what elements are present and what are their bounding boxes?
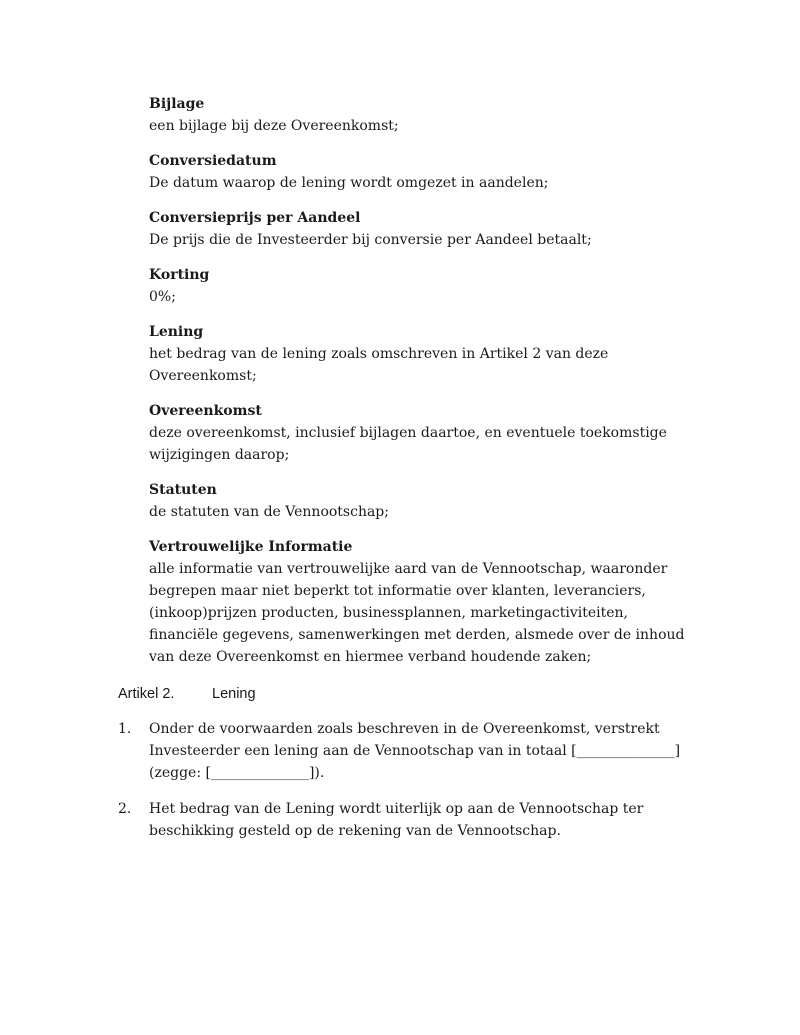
definitions-list [149, 93, 689, 681]
definition-lening [149, 321, 689, 387]
article-title: Lening [212, 686, 256, 702]
clause-item [118, 718, 688, 784]
clause-item [118, 798, 688, 842]
definition-term: Conversiedatum [149, 153, 277, 169]
definition-term: Conversieprijs per Aandeel [149, 210, 361, 226]
definition-conversieprijs [149, 207, 689, 251]
definition-term: Bijlage [149, 96, 205, 112]
article-heading [118, 683, 256, 705]
definition-overeenkomst [149, 400, 689, 466]
definition-text: alle informatie van vertrouwelijke aard van de Vennootschap, waaronder begrepen maar niet beperkt tot informatie over klanten, leveranciers, (inkoop)prijzen producten, businessplannen, marketingactiviteiten, financiële gegevens, samenwerkingen met derden, alsmede over de inhoud van deze Overeenkomst en hiermee verband houdende zaken; [149, 561, 685, 665]
clause-number: 2. [118, 801, 132, 817]
definition-text: De datum waarop de lening wordt omgezet in aandelen; [149, 175, 549, 191]
definition-text: 0%; [149, 289, 176, 305]
definition-term: Lening [149, 324, 204, 340]
definition-text: de statuten van de Vennootschap; [149, 504, 389, 520]
definition-text: het bedrag van de lening zoals omschreven in Artikel 2 van deze Overeenkomst; [149, 346, 609, 384]
clause-number: 1. [118, 721, 132, 737]
definition-statuten [149, 479, 689, 523]
definition-bijlage [149, 93, 689, 137]
definition-term: Vertrouwelijke Informatie [149, 539, 353, 555]
clauses-list [118, 718, 688, 856]
definition-text: een bijlage bij deze Overeenkomst; [149, 118, 399, 134]
definition-conversiedatum [149, 150, 689, 194]
definition-term: Korting [149, 267, 210, 283]
definition-text: deze overeenkomst, inclusief bijlagen daartoe, en eventuele toekomstige wijzigingen daarop; [149, 425, 667, 463]
clause-text: Het bedrag van de Lening wordt uiterlijk op aan de Vennootschap ter beschikking gesteld op de rekening van de Vennootschap. [149, 801, 644, 839]
definition-korting [149, 264, 689, 308]
article-number: Artikel 2. [118, 686, 175, 702]
definition-text: De prijs die de Investeerder bij conversie per Aandeel betaalt; [149, 232, 592, 248]
definition-term: Overeenkomst [149, 403, 262, 419]
definition-term: Statuten [149, 482, 217, 498]
definition-vertrouwelijke-informatie [149, 536, 689, 668]
clause-text: Onder de voorwaarden zoals beschreven in de Overeenkomst, verstrekt Investeerder een lening aan de Vennootschap van in totaal [______________] (zegge: [______________]). [149, 721, 681, 781]
